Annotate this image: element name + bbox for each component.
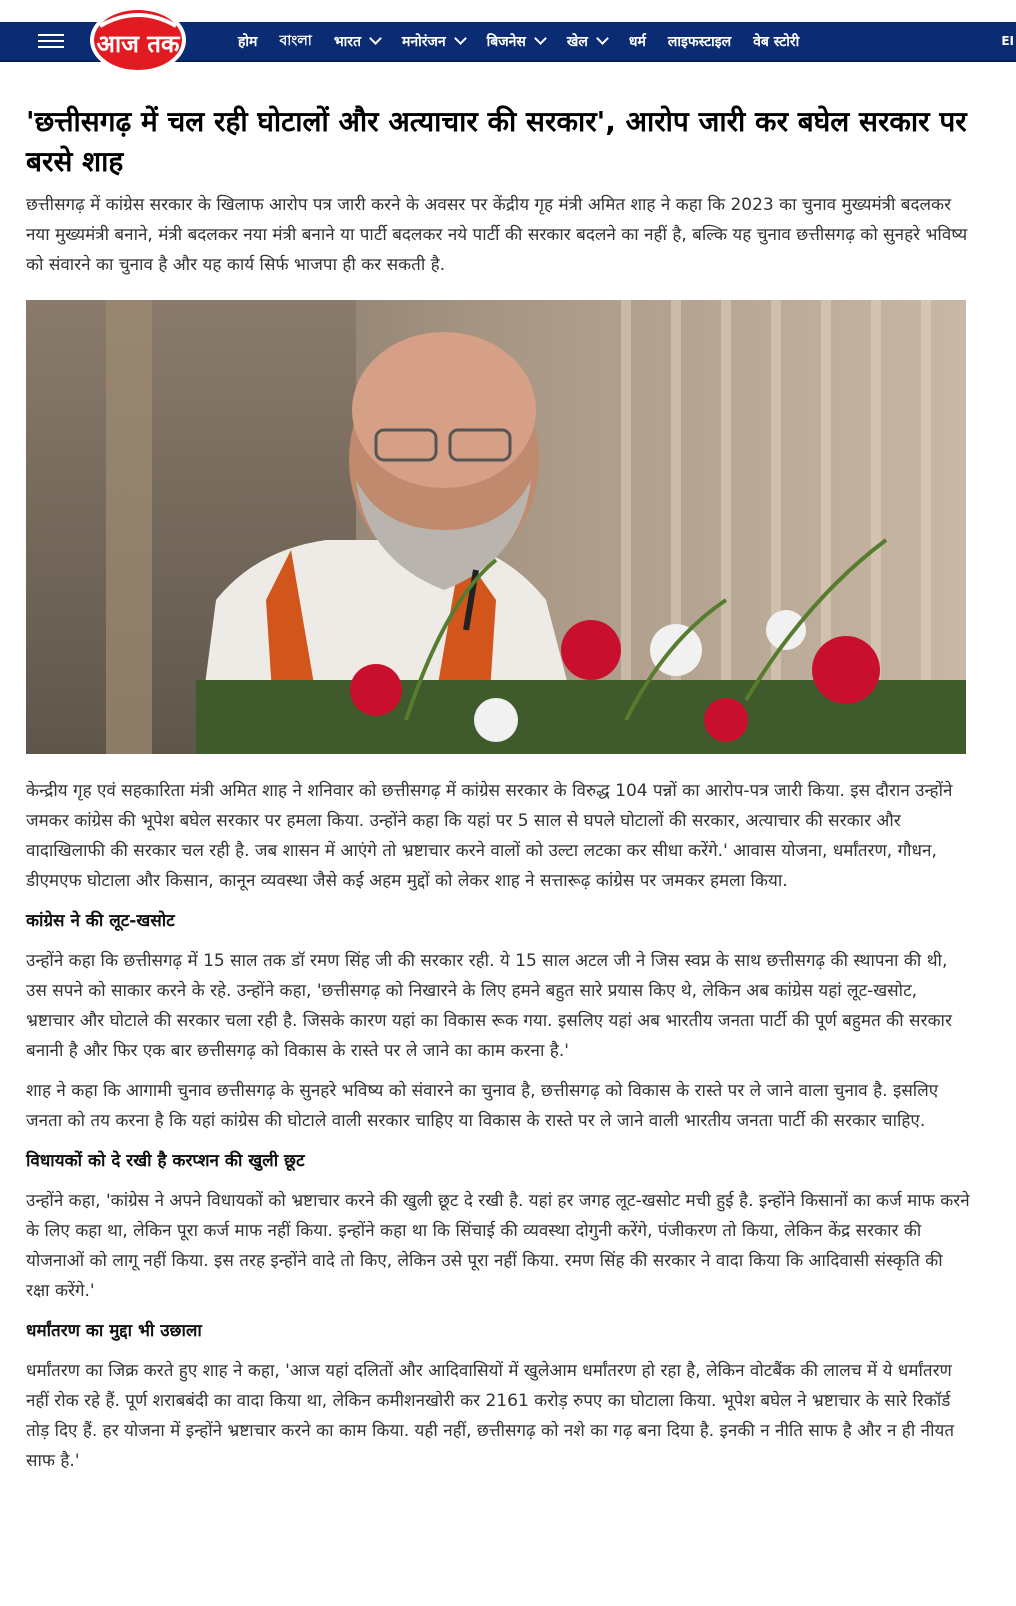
chevron-down-icon bbox=[454, 32, 467, 45]
section-heading: विधायकों को दे रखी है करप्शन की खुली छूट bbox=[26, 1151, 305, 1171]
nav-item-label: बिजनेस bbox=[486, 33, 526, 50]
paragraph: शाह ने कहा कि आगामी चुनाव छत्तीसगढ़ के सुनहरे भविष्य को संवारने का चुनाव है, छत्तीसगढ़ को विकास के रास्ते पर ले जाने वाला चुनाव है. इसलिए जनता को तय करना है कि यहां कांग्रेस की घोटाले वाली सरकार चाहिए या विकास के रास्ते पर ले जाने वाली भारतीय जनता पार्टी की सरकार चाहिए. bbox=[26, 1081, 939, 1131]
chevron-down-icon bbox=[369, 32, 382, 45]
nav-item[interactable] bbox=[487, 32, 545, 51]
main-nav bbox=[238, 22, 821, 60]
nav-item[interactable] bbox=[402, 32, 465, 51]
paragraph: धर्मांतरण का जिक्र करते हुए शाह ने कहा, 'आज यहां दलितों और आदिवासियों में खुलेआम धर्मांतरण हो रहा है, लेकिन वोटबैंक की लालच में ये धर्मांतरण नहीं रोक रहे हैं. पूर्ण शराबबंदी का वादा किया था, लेकिन कमीशनखोरी कर 2161 करोड़ रुपए का घोटाला किया. भूपेश बघेल ने भ्रष्टाचार के सारे रिकॉर्ड तोड़ दिए हैं. हर योजना में इन्होंने भ्रष्टाचार करने का काम किया. यही नहीं, छत्तीसगढ़ को नशे का गढ़ बना दिया है. इनकी न नीति साफ है और न ही नीयत साफ है.' bbox=[26, 1361, 955, 1471]
nav-item-label: भारत bbox=[333, 33, 361, 50]
article-header bbox=[26, 102, 970, 280]
nav-item-label: लाइफस्टाइल bbox=[667, 33, 732, 50]
section-heading: धर्मांतरण का मुद्दा भी उछाला bbox=[26, 1321, 202, 1341]
nav-item-label: खेल bbox=[566, 33, 588, 50]
nav-item[interactable] bbox=[668, 32, 731, 51]
nav-item-label: বাংলা bbox=[279, 33, 312, 49]
speaker-at-podium-photo bbox=[26, 300, 966, 754]
article-body bbox=[26, 776, 970, 1486]
nav-item[interactable] bbox=[567, 32, 607, 51]
chevron-down-icon bbox=[596, 32, 609, 45]
menu-icon[interactable] bbox=[38, 34, 64, 48]
article-title: 'छत्तीसगढ़ में चल रही घोटालों और अत्याचार की सरकार', आरोप जारी कर बघेल सरकार पर बरसे शाह bbox=[26, 105, 967, 178]
section-heading: कांग्रेस ने की लूट-खसोट bbox=[26, 911, 175, 931]
site-logo[interactable] bbox=[86, 4, 190, 76]
paragraph: केन्द्रीय गृह एवं सहकारिता मंत्री अमित शाह ने शनिवार को छत्तीसगढ़ में कांग्रेस सरकार के विरुद्ध 104 पन्नों का आरोप-पत्र जारी किया. इस दौरान उन्होंने जमकर कांग्रेस की भूपेश बघेल सरकार पर हमला किया. उन्होंने कहा कि यहां पर 5 साल से घपले घोटालों की सरकार, अत्याचार की सरकार और वादाखिलाफी की सरकार चल रही है. जब शासन में आएंगे तो भ्रष्टाचार करने वालों को उल्टा लटका कर सीधा करेंगे.' आवास योजना, धर्मांतरण, गौधन, डीएमएफ घोटाला और किसान, कानून व्यवस्था जैसे कई अहम मुद्दों को लेकर शाह ने सत्तारूढ़ कांग्रेस पर जमकर हमला किया. bbox=[26, 781, 953, 891]
nav-item[interactable] bbox=[753, 32, 799, 51]
article-hero-image[interactable] bbox=[26, 300, 966, 754]
nav-item[interactable] bbox=[238, 32, 257, 51]
nav-item-label: होम bbox=[238, 33, 258, 50]
nav-overflow-label[interactable]: EI bbox=[1001, 34, 1014, 48]
article-summary: छत्तीसगढ़ में कांग्रेस सरकार के खिलाफ आरोप पत्र जारी करने के अवसर पर केंद्रीय गृह मंत्री अमित शाह ने कहा कि 2023 का चुनाव मुख्यमंत्री बदलकर नया मुख्यमंत्री बनाने, मंत्री बदलकर नया मंत्री बनाने या पार्टी बदलकर नये पार्टी की सरकार बदलने का नहीं है, बल्कि यह चुनाव छत्तीसगढ़ को सुनहरे भविष्य को संवारने का चुनाव है और यह कार्य सिर्फ भाजपा ही कर सकती है. bbox=[26, 195, 968, 275]
nav-item[interactable] bbox=[629, 32, 646, 51]
nav-item[interactable] bbox=[334, 32, 380, 51]
nav-item-label: मनोरंजन bbox=[402, 33, 446, 50]
svg-text:आज तक: आज तक bbox=[96, 30, 180, 58]
chevron-down-icon bbox=[534, 32, 547, 45]
paragraph: उन्होंने कहा, 'कांग्रेस ने अपने विधायकों को भ्रष्टाचार करने की खुली छूट दे रखी है. यहां हर जगह लूट-खसोट मची हुई है. इन्होंने किसानों का कर्ज माफ करने के लिए कहा था, लेकिन पूरा कर्ज माफ नहीं किया. इन्होंने कहा था कि सिंचाई की व्यवस्था दोगुनी करेंगे, पंजीकरण तो किया, लेकिन केंद्र सरकार की योजनाओं को लागू नहीं किया. इस तरह इन्होंने वादे तो किए, लेकिन उसे पूरा नहीं किया. रमण सिंह की सरकार ने वादा किया कि आदिवासी संस्कृति की रक्षा करेंगे.' bbox=[26, 1191, 970, 1301]
nav-item-label: वेब स्टोरी bbox=[753, 33, 800, 50]
nav-item-label: धर्म bbox=[628, 33, 646, 50]
top-navbar bbox=[0, 22, 1016, 62]
paragraph: उन्होंने कहा कि छत्तीसगढ़ में 15 साल तक डॉ रमण सिंह जी की सरकार रही. ये 15 साल अटल जी ने जिस स्वप्न के साथ छत्तीसगढ़ की स्थापना की थी, उस सपने को साकार करने के रहे. उन्होंने कहा, 'छत्तीसगढ़ को निखारने के लिए हमने बहुत सारे प्रयास किए थे, लेकिन अब कांग्रेस यहां लूट-खसोट, भ्रष्टाचार और घोटाले की सरकार चला रही है. जिसके कारण यहां का विकास रूक गया. इसलिए यहां अब भारतीय जनता पार्टी की पूर्ण बहुमत की सरकार बनानी है और फिर एक बार छत्तीसगढ़ को विकास के रास्ते पर ले जाने का काम करना है.' bbox=[26, 951, 952, 1061]
nav-item[interactable] bbox=[279, 29, 311, 53]
